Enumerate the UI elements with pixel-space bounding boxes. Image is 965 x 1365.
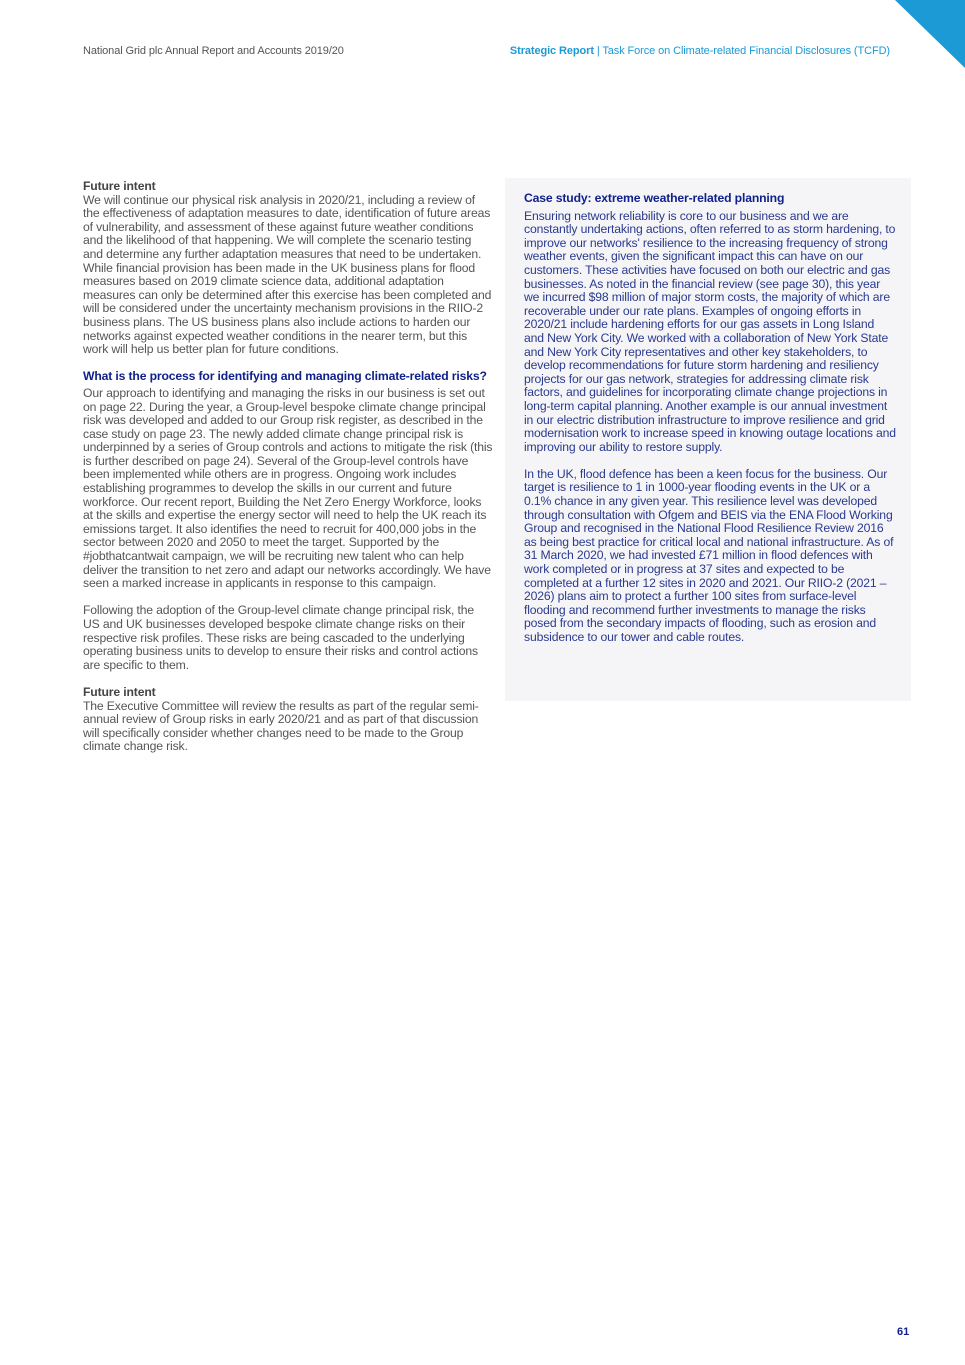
- future-intent-heading-2: Future intent: [83, 684, 156, 699]
- process-paragraph-2: Following the adoption of the Group-level climate change principal risk, the US and UK businesses developed bespoke climate change risks on their respective risk profiles. These risks are being cascaded to the underlying operating business units to develop to ensure their risks and control actions are specific to them.: [83, 603, 478, 672]
- section-title: Strategic Report: [509, 45, 594, 57]
- process-paragraph-1: Our approach to identifying and managing the risks in our business is set out on page 22. During the year, a Group-level bespoke climate change principal risk was developed and added to our Group risk register, as described in the case study on page 23. The newly added climate change principal risk is underpinned by a series of Group controls and actions to mitigate the risk (this is further described on page 24). Several of the Group-level controls have been implemented while others are in progress. Ongoing work includes establishing programmes to develop the skills in our current and future workforce. Our recent report, Building the Net Zero Energy Workforce, looks at the skills and expertise the energy sector will need to help the UK reach its emissions target. It also identifies the need to recruit for 400,000 jobs in the sector between 2020 and 2050 to meet the target. Supported by the #jobthatcantwait campaign, we will be recruiting new talent who can help deliver the transition to net zero and adapt our networks accordingly. We have seen a marked increase in applicants in response to this campaign.: [83, 385, 493, 591]
- process-heading: What is the process for identifying and managing climate-related risks?: [83, 369, 487, 384]
- page-number: 61: [897, 1326, 910, 1338]
- corner-accent-triangle: [895, 0, 965, 68]
- breadcrumb-separator: |: [593, 45, 603, 57]
- future-intent-heading: Future intent: [83, 179, 156, 193]
- section-breadcrumb: [510, 45, 890, 57]
- case-study-heading: Case study: extreme weather-related planning: [524, 191, 785, 205]
- case-study-paragraph-1: Ensuring network reliability is core to our business and we are constantly undertaking actions, often referred to as storm hardening, to improve our networks' resilience to the increasing frequency of strong weather events, given the significant impact this can have on our customers. These activities have focused on both our electric and gas businesses. As noted in the financial review (see page 30), this year we incurred $98 million of major storm costs, the majority of which are recoverable under our rate plans. Examples of ongoing efforts in 2020/21 include hardening efforts for our gas assets in Long Island and New York City. We worked with a collaboration of New York State and New York City representatives and other key stakeholders, to develop recommendations for future storm hardening and resiliency projects for our gas network, strategies for addressing climate risk factors, and guidelines for incorporating climate change projections in long-term capital planning. Another example is our annual investment in our electric distribution infrastructure to improve resilience and grid modernisation work to increase speed in knowing outage locations and improving our ability to restore supply.: [524, 208, 896, 454]
- report-title: National Grid plc Annual Report and Accounts 2019/20: [83, 45, 344, 57]
- section-subtitle: Task Force on Climate-related Financial Disclosures (TCFD): [602, 45, 890, 57]
- future-intent-body-2: The Executive Committee will review the results as part of the regular semi-annual review of Group risks in early 2020/21 and as part of that discussion will specifically consider whether changes need to be made to the Group climate change risk.: [83, 698, 479, 754]
- future-intent-body: We will continue our physical risk analysis in 2020/21, including a review of the effectiveness of adaptation measures to date, identification of future areas of vulnerability, and assessment of these against future weather conditions and the likelihood of that happening. We will complete the scenario testing and determine any further adaptation measures that need to be undertaken. While financial provision has been made in the UK business plans for flood measures based on 2019 climate science data, additional adaptation measures can only be determined after this exercise has been completed and will be considered under the uncertainty mechanism provisions in the RIIO-2 business plans. The US business plans also include actions to harden our networks against expected weather conditions in the nearer term, but this work will help us better plan for future conditions.: [83, 192, 492, 357]
- case-study-box: [505, 178, 911, 701]
- left-column: [83, 180, 493, 754]
- case-study-paragraph-2: In the UK, flood defence has been a keen focus for the business. Our target is resilience to 1 in 1000-year flooding events in the UK or a 0.1% chance in any given year. This resilience level was developed through consultation with Ofgem and BEIS via the ENA Flood Working Group and recognised in the National Flood Resilience Review 2016 as being best practice for critical local and national infrastructure. As of 31 March 2020, we had invested £71 million in flood defences with work completed or in progress at 37 sites and expected to be completed at a further 12 sites in 2020 and 2021. Our RIIO-2 (2021 – 2026) plans aim to protect a further 100 sites from surface-level flooding and recommend further investments to manage the risks posed from the secondary impacts of flooding, such as erosion and subsidence to our tower and cable routes.: [524, 466, 894, 644]
